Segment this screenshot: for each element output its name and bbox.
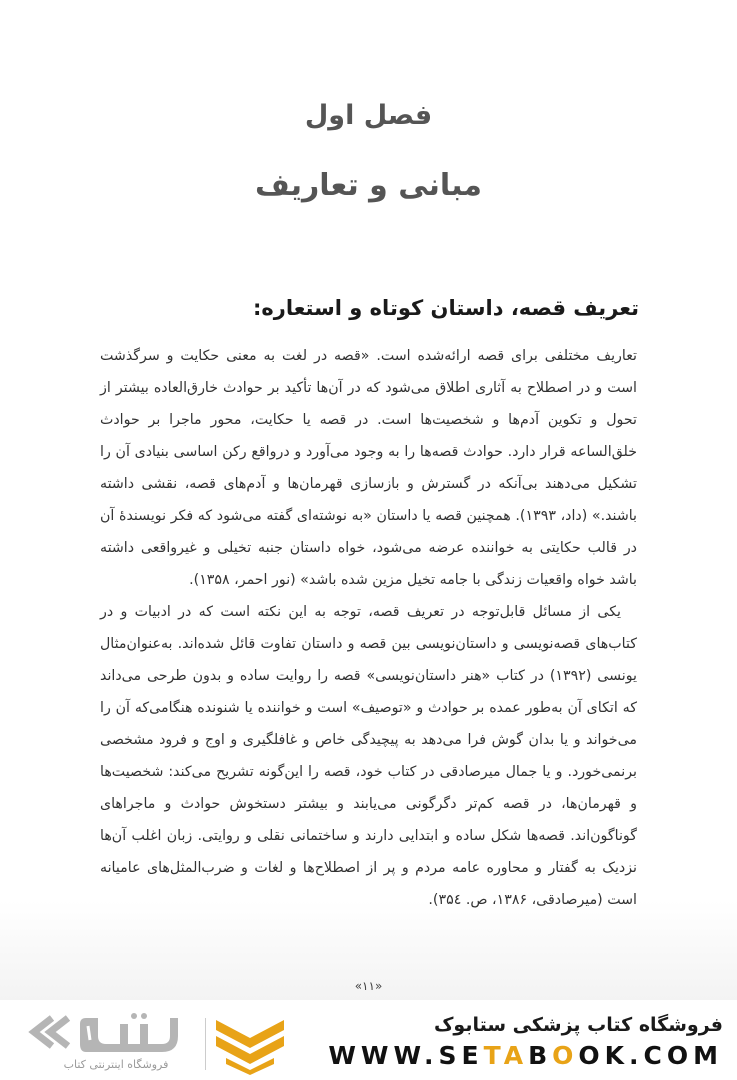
store-url[interactable]: [328, 1041, 723, 1070]
url-part: B: [528, 1041, 553, 1070]
url-part: OK.COM: [578, 1041, 723, 1070]
setabook-wordmark-icon: [28, 1010, 198, 1058]
url-accent: O: [552, 1041, 579, 1070]
paragraph: یکی از مسائل قابل‌توجه در تعریف قصه، توجه به این نکته است که در ادبیات و در کتاب‌های قصه‌نویسی و داستان‌نویسی بین قصه و داستان تفاوت قائل شده‌اند. به‌عنوان‌مثال یونسی (۱۳۹۲) در کتاب «هنر داستان‌نویسی» قصه را روایت ساده و بدون طرحی می‌داند که اتکای آن به‌طور عمده بر حوادث و «توصیف» است و خواننده یا شنونده هنگامی‌که آن را می‌خواند و یا بدان گوش فرا می‌دهد به پیچیدگی خاص و غافلگیری و اوج و فرود مشخصی برنمی‌خورد. و یا جمال میرصادقی در کتاب خود، قصه را این‌گونه تشریح می‌کند: شخصیت‌ها و قهرمان‌ها، در قصه کم‌تر دگرگونی می‌یابند و بیشتر دستخوش حوادث و ماجراهای گوناگون‌اند. قصه‌ها شکل ساده و ابتدایی دارند و ساختمانی نقلی و روایتی. زبان اغلب آن‌ها نزدیک به گفتار و محاوره عامه مردم و پر از اصطلاح‌ها و لغات و ضرب‌المثل‌های عامیانه است (میرصادقی، ۱۳۸۶، ص. ۳۵٤).: [100, 604, 637, 908]
body-text: [100, 340, 637, 916]
chapter-title: مبانی و تعاریف: [255, 168, 482, 203]
url-part: WWW.SE: [328, 1041, 484, 1070]
paragraph: تعاریف مختلفی برای قصه ارائه‌شده است. «قصه در لغت به معنی حکایت و سرگذشت است و در اصطلاح به آثاری اطلاق می‌شود که در آن‌ها تأکید بر حوادث خارق‌العاده بیشتر از تحول و تکوین آدم‌ها و شخصیت‌ها است. در قصه یا حکایت، محور ماجرا بر حوادث خلق‌الساعه قرار دارد. حوادث قصه‌ها را به وجود می‌آورد و درواقع رکن اساسی بنیادی آن را تشکیل می‌دهند بی‌آنکه در گسترش و بازسازی قهرمان‌ها و آدم‌های قصه، نقشی داشته باشند.» (داد، ۱۳۹۳). همچنین قصه یا داستان «به نوشته‌ای گفته می‌شود که فکر نویسندهٔ آن در قالب حکایتی به خواننده عرضه می‌شود، خواه داستان جنبه تخیلی و غیرواقعی داشته باشد خواه واقعیات زندگی با جامه تخیل مزین شده باشد» (نور احمر، ۱۳۵۸).: [100, 348, 637, 588]
page-number: «۱۱»: [354, 979, 383, 993]
chapter-label: فصل اول: [304, 100, 433, 131]
logo-tagline: فروشگاه اینترنتی کتاب: [63, 1058, 169, 1071]
url-accent: TA: [483, 1041, 529, 1070]
section-heading: تعریف قصه، داستان کوتاه و استعاره:: [252, 296, 639, 320]
store-name: فروشگاه کتاب پزشکی ستابوک: [433, 1014, 723, 1036]
setabook-logo-icon: [212, 1012, 288, 1076]
logo-divider: [205, 1018, 206, 1070]
